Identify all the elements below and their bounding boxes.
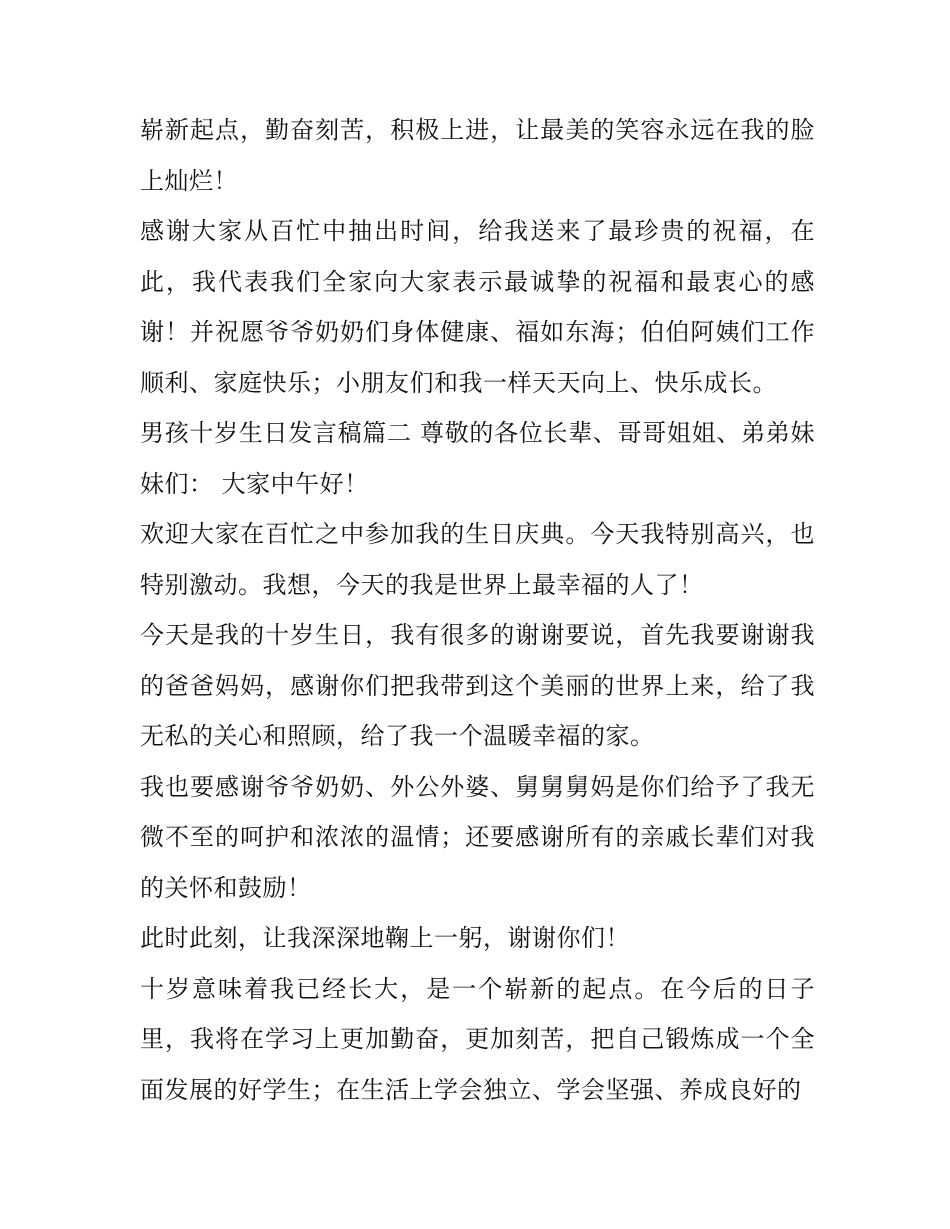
paragraph: 今天是我的十岁生日，我有很多的谢谢要说，首先我要谢谢我的爸爸妈妈，感谢你们把我带到这个美丽的世界上来，给了我无私的关心和照顾，给了我一个温暖幸福的家。 <box>140 621 815 750</box>
paragraph: 十岁意味着我已经长大，是一个崭新的起点。在今后的日子里，我将在学习上更加勤奋，更加刻苦，把自己锻炼成一个全面发展的好学生；在生活上学会独立、学会坚强、养成良好的 <box>140 974 815 1104</box>
paragraph: 崭新起点，勤奋刻苦，积极上进，让最美的笑容永远在我的脸上灿烂！ <box>140 116 815 195</box>
paragraph: 欢迎大家在百忙之中参加我的生日庆典。今天我特别高兴，也特别激动。我想，今天的我是世界上最幸福的人了！ <box>140 520 815 599</box>
section-heading-paragraph: 男孩十岁生日发言稿篇二 尊敬的各位长辈、哥哥姐姐、弟弟妹妹们： 大家中午好！ <box>140 419 815 498</box>
document-body <box>140 105 815 1115</box>
paragraph: 我也要感谢爷爷奶奶、外公外婆、舅舅舅妈是你们给予了我无微不至的呵护和浓浓的温情；还要感谢所有的亲戚长辈们对我的关怀和鼓励！ <box>140 772 815 902</box>
paragraph: 此时此刻，让我深深地鞠上一躬，谢谢你们！ <box>140 924 630 952</box>
paragraph: 感谢大家从百忙中抽出时间，给我送来了最珍贵的祝福，在此，我代表我们全家向大家表示最诚挚的祝福和最衷心的感谢！并祝愿爷爷奶奶们身体健康、福如东海；伯伯阿姨们工作顺利、家庭快乐；小朋友们和我一样天天向上、快乐成长。 <box>140 217 815 397</box>
